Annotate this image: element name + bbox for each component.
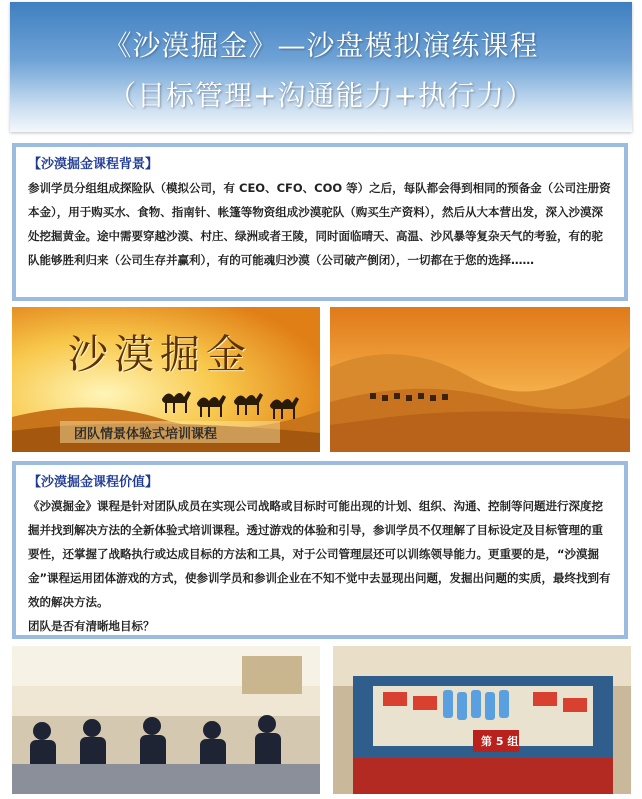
classroom-photo [12,646,320,794]
course-value-section [12,461,628,639]
section-heading: 【沙漠掘金课程价值】 [28,475,159,490]
promo-image [12,307,320,452]
promo-title: 沙漠掘金 [68,332,252,378]
game-table-photo [333,646,631,794]
section-body: 参训学员分组组成探险队（模拟公司，有 CEO、CFO、COO 等）之后，每队都会得到相同的预备金（公司注册资本金），用于购买水、食物、指南针、帐篷等物资组成沙漠驼队（购买生产资料），然后从大本营出发，深入沙漠深处挖掘黄金。途中需要穿越沙漠、村庄、绿洲或者王陵，同时面临晴天、高温、沙风暴等复杂天气的考验，有的驼队能够胜利归来（公司生存并赢利），有的可能魂归沙漠（公司破产倒闭），一切都在于您的选择…… [28,181,611,267]
promo-caption: 团队情景体验式培训课程 [74,427,218,442]
title-line-2: （目标管理+沟通能力+执行力） [108,79,534,112]
section-question: 团队是否有清晰地目标？ [28,619,155,633]
section-body: 《沙漠掘金》课程是针对团队成员在实现公司战略或目标时可能出现的计划、组织、沟通、控制等问题进行深度挖掘并找到解决方法的全新体验式培训课程。透过游戏的体验和引导，参训学员不仅理解了目标设定及目标管理的重要性，还掌握了战略执行或达成目标的方法和工具，对于公司管理层还可以训练领导能力。更重要的是，“沙漠掘金”课程运用团体游戏的方式，使参训学员和参训企业在不知不觉中去显现出问题，发掘出问题的实质，最终找到有效的解决方法。 [28,499,611,609]
desert-photo [330,307,630,452]
classroom-illustration [12,646,320,794]
group-card-label: 第 5 组 [481,735,519,748]
title-line-1: 《沙漠掘金》—沙盘模拟演练课程 [103,29,539,62]
desert-caravan-illustration [330,307,630,452]
game-table-illustration [333,646,631,794]
section-heading: 【沙漠掘金课程背景】 [28,157,159,172]
course-background-section [12,143,628,301]
title-banner [10,2,632,132]
